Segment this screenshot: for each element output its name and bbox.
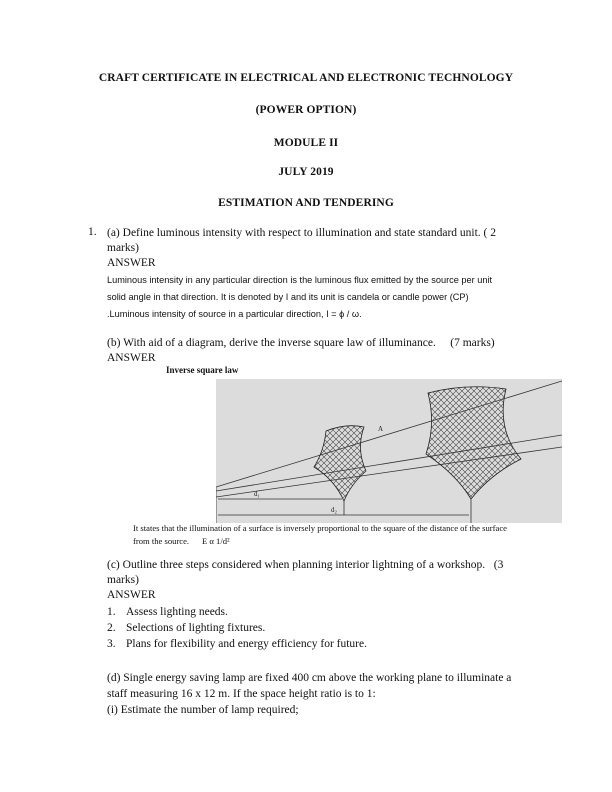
list-item: 1. Assess lighting needs. [107, 606, 228, 618]
steps-list [107, 606, 367, 654]
answer-label-1c: ANSWER [107, 589, 156, 601]
answer-label-1a: ANSWER [107, 257, 156, 269]
question-1c-line2: marks) [107, 574, 139, 586]
question-1a-line1: (a) Define luminous intensity with respect to illumination and state standard unit. ( 2 [107, 227, 497, 239]
figure-title: Inverse square law [166, 365, 239, 375]
question-1d-line2: staff measuring 16 x 12 m. If the space height ratio is to 1: [107, 688, 376, 700]
date-heading: JULY 2019 [278, 166, 334, 178]
question-1d-line1: (d) Single energy saving lamp are fixed 400 cm above the working plane to illuminate a [107, 672, 512, 684]
label-a: A [378, 425, 384, 433]
caption-line2: from the source. E α 1/d² [133, 536, 230, 546]
caption-line1: It states that the illumination of a surface is inversely proportional to the square of the distance of the surface [133, 523, 507, 533]
question-1b [107, 336, 495, 366]
answer-1a-line3: .Luminous intensity of source in a particular direction, I = ϕ / ω. [107, 309, 362, 319]
list-item: 2. Selections of lighting fixtures. [107, 622, 266, 634]
question-1a [107, 226, 496, 271]
module-heading: MODULE II [273, 137, 339, 149]
question-1a-line2: marks) [107, 242, 139, 254]
question-1d [107, 670, 511, 718]
subject-heading: ESTIMATION AND TENDERING [218, 197, 394, 209]
question-1d-line3: (i) Estimate the number of lamp required; [107, 704, 299, 716]
question-1c [107, 558, 503, 603]
answer-1a-line1: Luminous intensity in any particular direction is the luminous flux emitted by the source per unit [107, 275, 493, 285]
document-title: CRAFT CERTIFICATE IN ELECTRICAL AND ELECTRONIC TECHNOLOGY [98, 72, 514, 84]
label-d2: d₂ [331, 506, 337, 514]
answer-label-1b: ANSWER [107, 352, 156, 364]
question-1b-text: (b) With aid of a diagram, derive the inverse square law of illuminance. (7 marks) [107, 337, 495, 349]
list-item: 3. Plans for flexibility and energy efficiency for future. [107, 638, 367, 650]
question-1c-line1: (c) Outline three steps considered when planning interior lightning of a workshop. (3 [107, 559, 504, 571]
figure-caption [133, 522, 573, 548]
answer-1a-line2: solid angle in that direction. It is denoted by I and its unit is candela or candle power (CP) [107, 292, 469, 302]
inverse-square-law-diagram [216, 379, 562, 523]
answer-1a [107, 272, 492, 323]
label-d1: d₁ [254, 490, 260, 498]
question-number: 1. [88, 226, 97, 238]
option-heading: (POWER OPTION) [255, 104, 357, 116]
